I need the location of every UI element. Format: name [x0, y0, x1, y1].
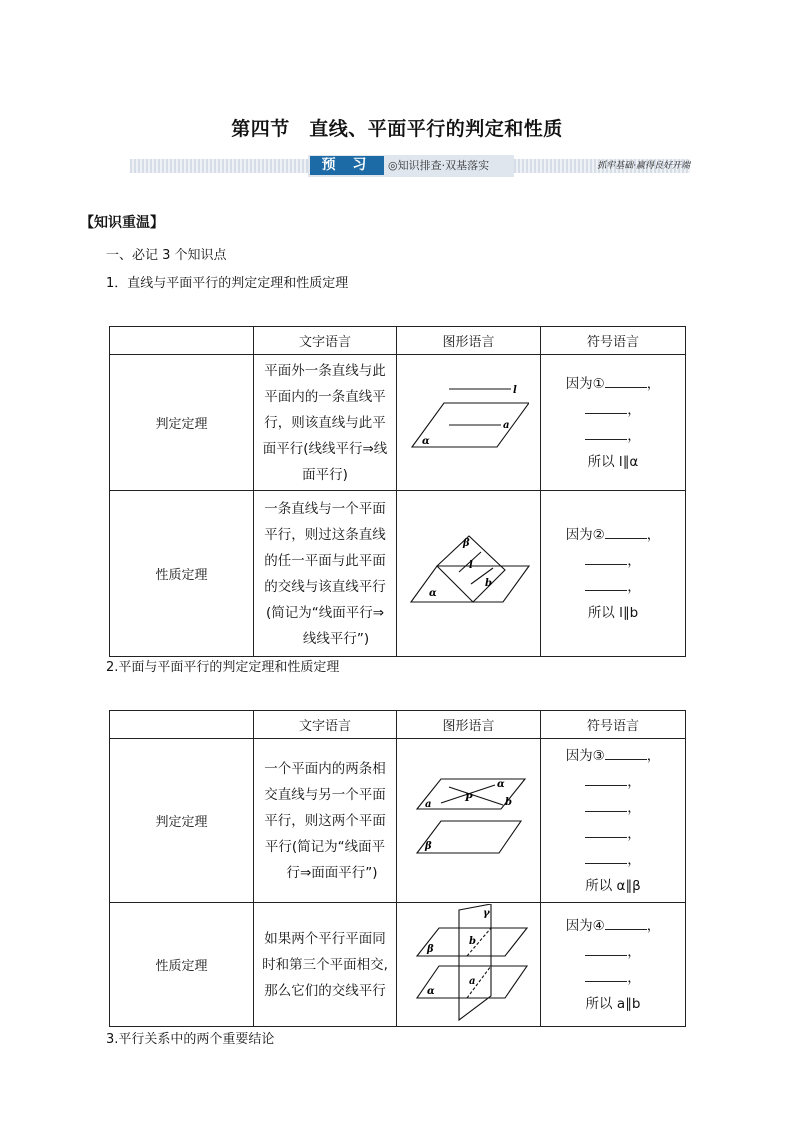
text-line: 平行，则这两个平面: [264, 812, 386, 829]
symbol-line: [541, 371, 685, 397]
plane-plane-table: [109, 710, 686, 1027]
item-heading-2: 2.平面与平面平行的判定定理和性质定理: [106, 660, 340, 675]
header-text-lang: 文字语言: [254, 711, 397, 739]
blank-field: [585, 965, 627, 982]
symbol-line: [541, 574, 685, 600]
label-alpha: α: [421, 435, 430, 447]
page-title: 第四节 直线、平面平行的判定和性质: [231, 118, 563, 140]
header-symbol-lang: 符号语言: [541, 711, 686, 739]
text-line: 的任一平面与此平面: [264, 552, 386, 569]
blank-field: [605, 743, 647, 760]
text-line: 交直线与另一个平面: [264, 786, 386, 803]
banner-tag: 预 习: [310, 156, 384, 175]
label-beta: β: [462, 537, 470, 549]
label-l: l: [468, 559, 473, 571]
figure-cell: [397, 355, 541, 491]
text-line: 行，则该直线与此平: [264, 414, 386, 431]
text-line: 平行，则过这条直线: [264, 526, 386, 543]
label-b: b: [504, 796, 512, 808]
conclusion: 所以 l∥b: [587, 604, 639, 621]
comma: ，: [627, 851, 641, 868]
sym-prefix: 因为③: [565, 747, 605, 764]
text-line: 行⇒面面平行”): [286, 864, 378, 881]
sym-prefix: 因为④: [565, 917, 605, 934]
sym-prefix: 因为①: [565, 375, 605, 392]
comma: ，: [646, 917, 661, 934]
label-b: b: [468, 935, 476, 947]
symbol-line: [541, 965, 685, 991]
symbol-line: [541, 522, 685, 548]
line-plane-table: [109, 326, 686, 657]
symbol-line: [541, 913, 685, 939]
header-empty: [110, 711, 254, 739]
comma: ，: [627, 773, 641, 790]
comma: ，: [627, 943, 641, 960]
blank-field: [585, 769, 627, 786]
text-line: 平面外一条直线与此: [264, 362, 386, 379]
label-P: P: [464, 792, 473, 804]
blank-field: [585, 821, 627, 838]
text-line: 平行(简记为“线面平: [264, 838, 386, 855]
plane-plane-parallel-figure: [411, 763, 527, 875]
symbol-line: [541, 769, 685, 795]
row-name: 性质定理: [110, 903, 254, 1027]
conclusion: 所以 α∥β: [585, 877, 641, 894]
table-row: [110, 903, 686, 1027]
table-row: [110, 739, 686, 903]
blank-field: [585, 574, 627, 591]
label-l: l: [512, 384, 517, 396]
comma: ，: [646, 526, 661, 543]
line-plane-property-figure: [407, 532, 531, 612]
text-line: 面平行): [302, 466, 348, 483]
row-name: 判定定理: [110, 355, 254, 491]
label-a: a: [468, 975, 475, 987]
symbol-line: [541, 939, 685, 965]
item-heading-3: 3.平行关系中的两个重要结论: [106, 1032, 275, 1047]
text-line: 如果两个平行平面同: [264, 930, 386, 947]
label-a: a: [424, 798, 431, 810]
text-line: 一条直线与一个平面: [264, 500, 386, 517]
comma: ，: [627, 578, 641, 595]
row-name: 判定定理: [110, 739, 254, 903]
table-header-row: [110, 327, 686, 355]
symbol-line: [541, 743, 685, 769]
symbol-line: [541, 548, 685, 574]
sym-prefix: 因为②: [565, 526, 605, 543]
text-language-cell: [254, 491, 397, 657]
symbol-language-cell: [541, 491, 686, 657]
blank-field: [605, 913, 647, 930]
banner-slogan: 抓牢基础·赢得良好开端: [597, 161, 690, 171]
comma: ，: [627, 427, 641, 444]
comma: ，: [646, 375, 661, 392]
header-figure-lang: 图形语言: [397, 327, 541, 355]
comma: ，: [646, 747, 661, 764]
header-text-lang: 文字语言: [254, 327, 397, 355]
label-alpha: α: [426, 985, 435, 997]
text-line: 一个平面内的两条相: [264, 760, 386, 777]
section-heading: 【知识重温】: [80, 215, 164, 231]
conclusion: 所以 l∥α: [587, 453, 639, 470]
symbol-line: [541, 821, 685, 847]
symbol-language-cell: [541, 739, 686, 903]
text-line: 面平行(线线平行⇒线: [262, 440, 388, 457]
text-line: (简记为“线面平行⇒: [265, 604, 385, 621]
section-banner: [130, 155, 690, 177]
text-language-cell: [254, 739, 397, 903]
comma: ，: [627, 401, 641, 418]
banner-subtitle: ◎知识排查·双基落实: [388, 159, 490, 172]
figure-cell: [397, 903, 541, 1027]
symbol-line: [541, 847, 685, 873]
blank-field: [585, 397, 627, 414]
blank-field: [605, 522, 647, 539]
header-empty: [110, 327, 254, 355]
line-plane-parallel-figure: [409, 381, 529, 461]
header-symbol-lang: 符号语言: [541, 327, 686, 355]
blank-field: [585, 939, 627, 956]
label-b: b: [484, 577, 492, 589]
comma: ，: [627, 969, 641, 986]
text-line: 线线平行”): [302, 630, 370, 647]
symbol-language-cell: [541, 903, 686, 1027]
plane-plane-property-figure: [409, 904, 529, 1022]
table-row: [110, 355, 686, 491]
symbol-line: [541, 795, 685, 821]
text-line: 时和第三个平面相交,: [262, 956, 388, 973]
table-row: [110, 491, 686, 657]
conclusion: 所以 a∥b: [585, 995, 641, 1012]
subheading: 一、必记 3 个知识点: [106, 248, 227, 263]
header-figure-lang: 图形语言: [397, 711, 541, 739]
comma: ，: [627, 825, 641, 842]
table-header-row: [110, 711, 686, 739]
symbol-language-cell: [541, 355, 686, 491]
blank-field: [585, 423, 627, 440]
blank-field: [585, 548, 627, 565]
item-heading-1: 1．直线与平面平行的判定定理和性质定理: [106, 276, 349, 291]
symbol-line: [541, 397, 685, 423]
text-line: 的交线与该直线平行: [264, 578, 386, 595]
comma: ，: [627, 799, 641, 816]
label-a: a: [502, 419, 509, 431]
text-language-cell: [254, 903, 397, 1027]
row-name: 性质定理: [110, 491, 254, 657]
text-language-cell: [254, 355, 397, 491]
label-gamma: γ: [482, 907, 490, 919]
label-beta: β: [424, 840, 432, 852]
comma: ，: [627, 552, 641, 569]
blank-field: [585, 847, 627, 864]
blank-field: [605, 371, 647, 388]
label-alpha: α: [428, 587, 437, 599]
figure-cell: [397, 491, 541, 657]
label-alpha: α: [496, 778, 505, 790]
figure-cell: [397, 739, 541, 903]
text-line: 那么它们的交线平行: [264, 982, 386, 999]
label-beta: β: [426, 943, 434, 955]
symbol-line: [541, 423, 685, 449]
blank-field: [585, 795, 627, 812]
text-line: 平面内的一条直线平: [264, 388, 386, 405]
